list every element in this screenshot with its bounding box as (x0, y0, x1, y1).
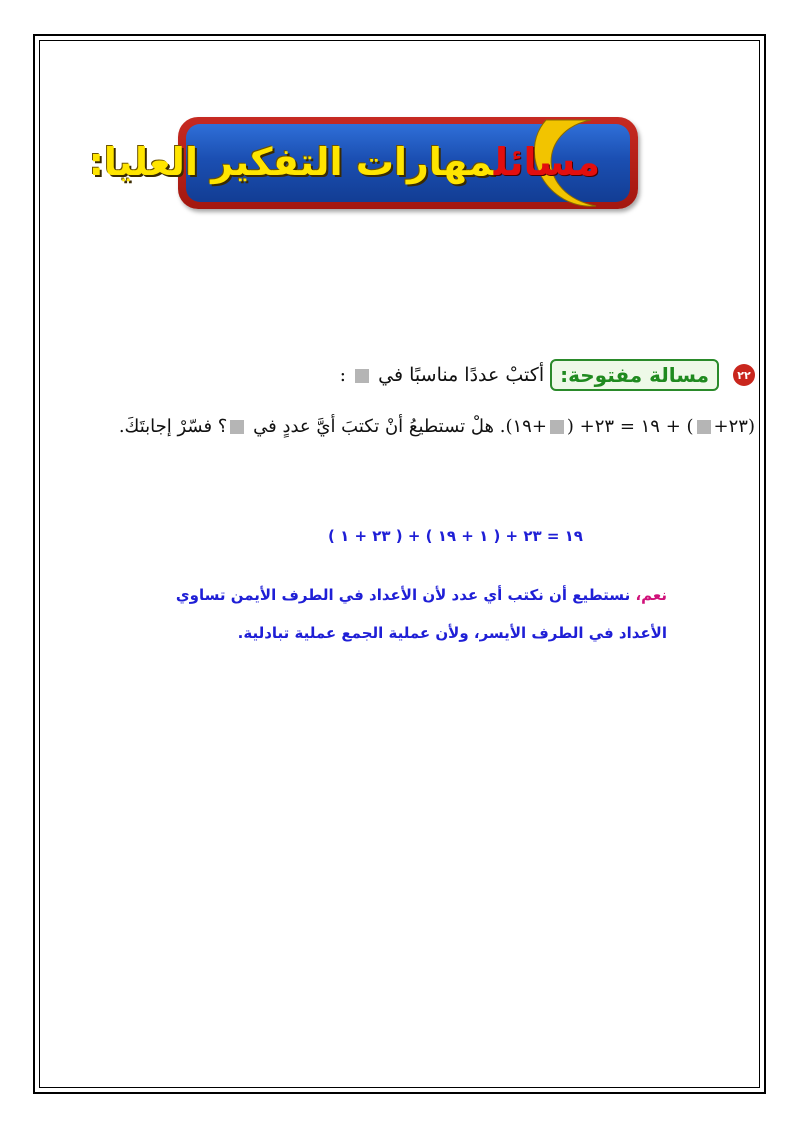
instruction-text: أكتبْ عددًا مناسبًا في (378, 364, 545, 386)
blank-square (550, 420, 564, 434)
eq-part-1: (٢٣+ (713, 416, 755, 437)
problem-line-1 (340, 355, 755, 395)
blank-square (230, 420, 244, 434)
answer-explanation-line-1 (176, 586, 667, 604)
title-banner-inner (88, 124, 630, 202)
page-title (89, 134, 600, 190)
problem-number-badge: ٢٢ (733, 364, 755, 386)
title-rest: مهارات التفكير العليا: (88, 140, 494, 184)
eq-part-2: ) + ١٩ = ٢٣+ ( (566, 416, 694, 437)
eq-part-3: +١٩). هلْ تستطيعُ أنْ تكتبَ أيَّ عددٍ في (253, 416, 547, 437)
problem-line-2 (119, 416, 755, 437)
eq-part-4: ؟ فسّرْ إجابتَكَ. (118, 416, 228, 437)
title-banner (88, 117, 638, 209)
problem-instruction (340, 364, 544, 386)
title-red-word: مسائل (493, 140, 600, 184)
blank-square (355, 369, 369, 383)
answer-text-1: نستطيع أن نكتب أي عدد لأن الأعداد في الطرف الأيمن تساوي (175, 586, 631, 604)
answer-explanation-line-2: الأعداد في الطرف الأيسر، ولأن عملية الجمع عملية تبادلية. (237, 624, 667, 642)
open-problem-label: مسالة مفتوحة: (550, 359, 719, 391)
answer-equation: ( ٢٣ + ١ ) + ١٩ = ٢٣ + ( ١ + ١٩ ) (328, 527, 583, 545)
blank-square (697, 420, 711, 434)
instruction-colon: : (339, 364, 347, 386)
answer-yes-word: نعم، (635, 586, 667, 604)
